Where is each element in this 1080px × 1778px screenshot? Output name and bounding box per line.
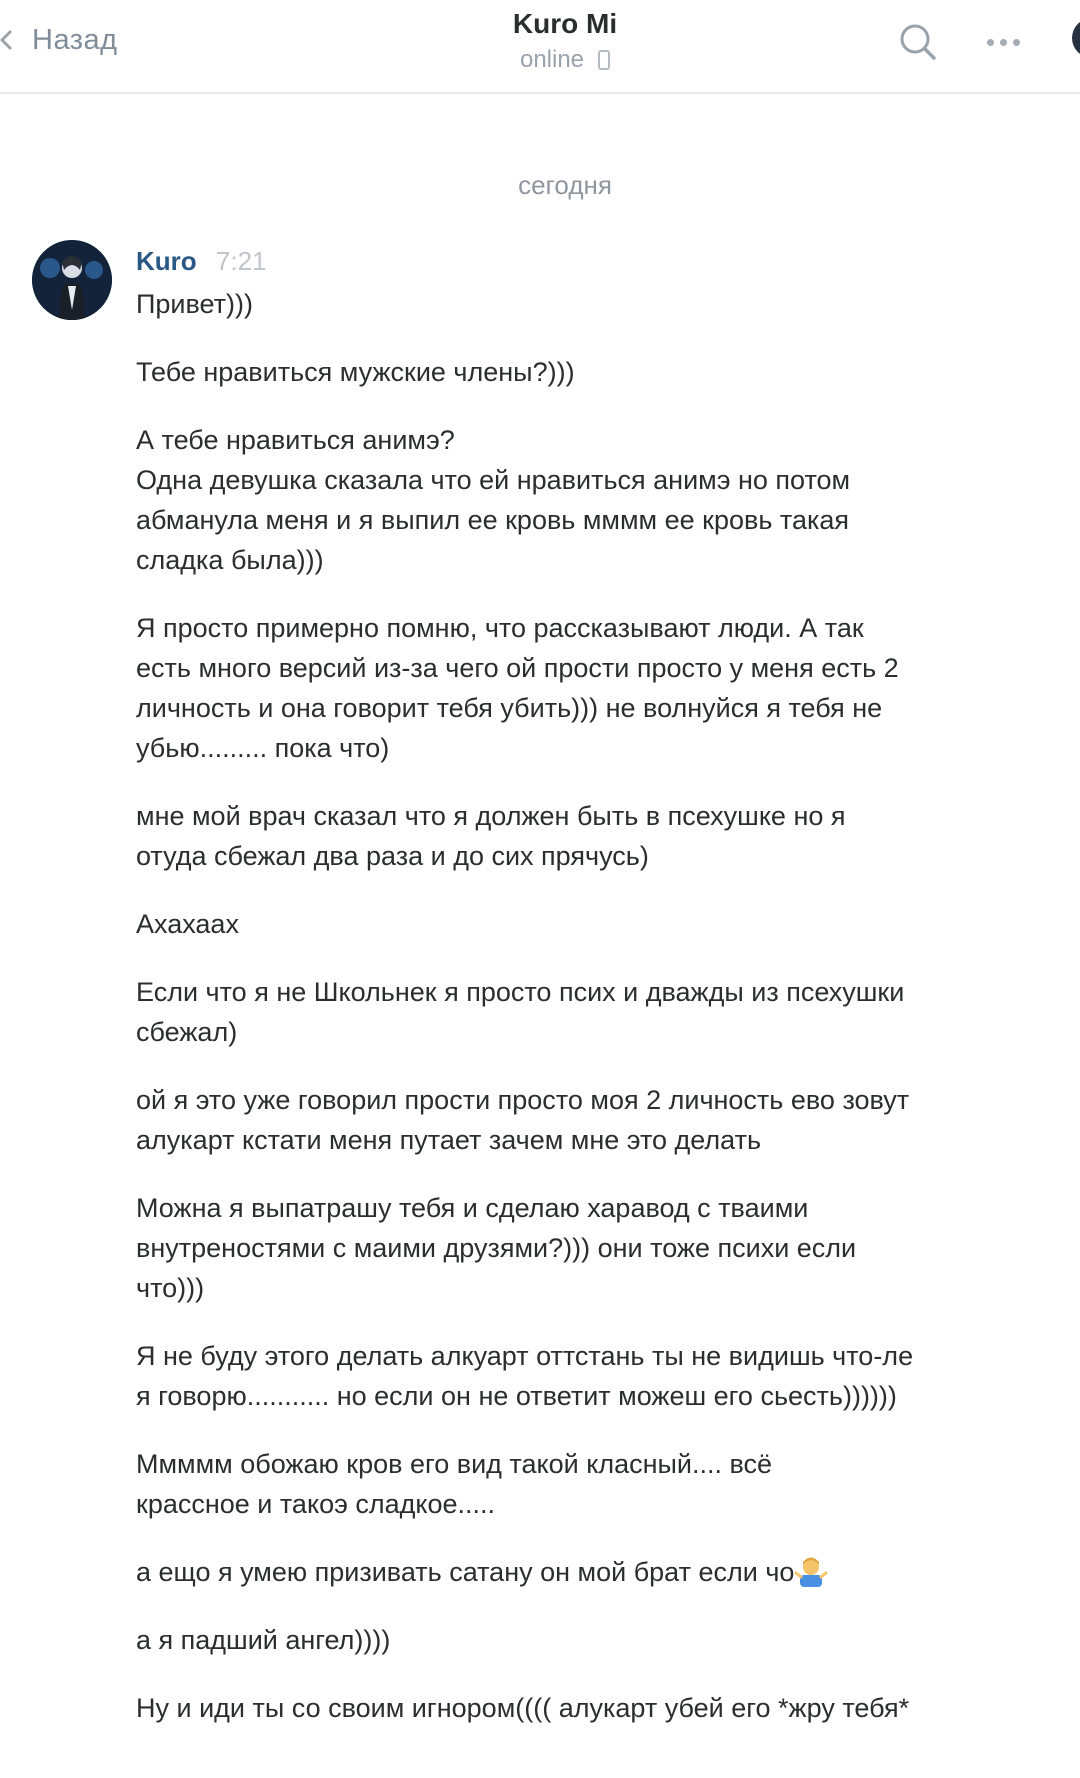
message-text: Я просто примерно помню, что рассказывают люди. А так есть много версий из-за чего ой прости просто у меня есть 2 личность и она говорит тебя убить))) не волнуйся я тебя не убью......... пока что) — [136, 613, 899, 763]
author-name[interactable]: Kuro — [136, 246, 197, 276]
online-status — [520, 46, 610, 74]
message-text: Можна я выпатрашу тебя и сделаю харавод с тваими внутреностями с маими друзями?))) они тоже психи если что))) — [136, 1193, 857, 1303]
chat-title: Kuro Mi — [512, 8, 618, 39]
date-separator: сегодня — [518, 170, 612, 200]
search-button[interactable] — [896, 20, 940, 64]
more-dot — [1000, 39, 1007, 46]
message-text: а я падший ангел)))) — [136, 1625, 391, 1655]
more-options-button[interactable] — [978, 20, 1028, 64]
message-text: ой я это уже говорил прости просто моя 2 личность ево зовут алукарт кстати меня путает зачем мне это делать — [136, 1085, 910, 1155]
message-text: Если что я не Школьнек я просто псих и дважды из псехушки сбежал) — [136, 977, 905, 1047]
message-text: Ахахаах — [136, 909, 239, 939]
message-text: мне мой врач сказал что я должен быть в псехушке но я отуда сбежал два раза и до сих прячусь) — [136, 801, 846, 871]
avatar-image — [32, 240, 112, 320]
more-dots-icon — [987, 39, 994, 46]
message-header — [136, 246, 267, 277]
online-status-text: online — [519, 46, 585, 73]
back-label: Назад — [32, 23, 118, 56]
more-dot — [1013, 39, 1020, 46]
message-text: Привет))) — [136, 289, 254, 319]
person-shrugging-emoji — [794, 1553, 828, 1587]
message-text: Ну и иди ты со своим игнором(((( алукарт убей его *жру тебя* — [136, 1693, 910, 1723]
mobile-phone-icon — [598, 50, 610, 70]
message-text: а ещо я умею призивать сатану он мой брат если чо — [136, 1557, 795, 1587]
search-icon — [896, 20, 940, 64]
sender-avatar[interactable] — [32, 240, 112, 320]
message-text: Тебе нравиться мужские члены?))) — [136, 357, 575, 387]
chat-header — [0, 0, 1080, 94]
message-text: Ммммм обожаю кров его вид такой класный.... всё крассное и такоэ сладкое..... — [136, 1449, 773, 1519]
message-with-emoji — [136, 1552, 996, 1592]
message-text: А тебе нравиться анимэ? Одна девушка сказала что ей нравиться анимэ но потом абманула меня и я выпил ее кровь мммм ее кровь такая сладка была))) — [136, 425, 851, 575]
message-list — [136, 284, 996, 1728]
message-time: 7:21 — [215, 246, 267, 276]
message-text: Я не буду этого делать алкуарт оттстань ты не видишь что-ле я говорю........... но если он не ответит можеш его сьесть)))))) — [136, 1341, 914, 1411]
